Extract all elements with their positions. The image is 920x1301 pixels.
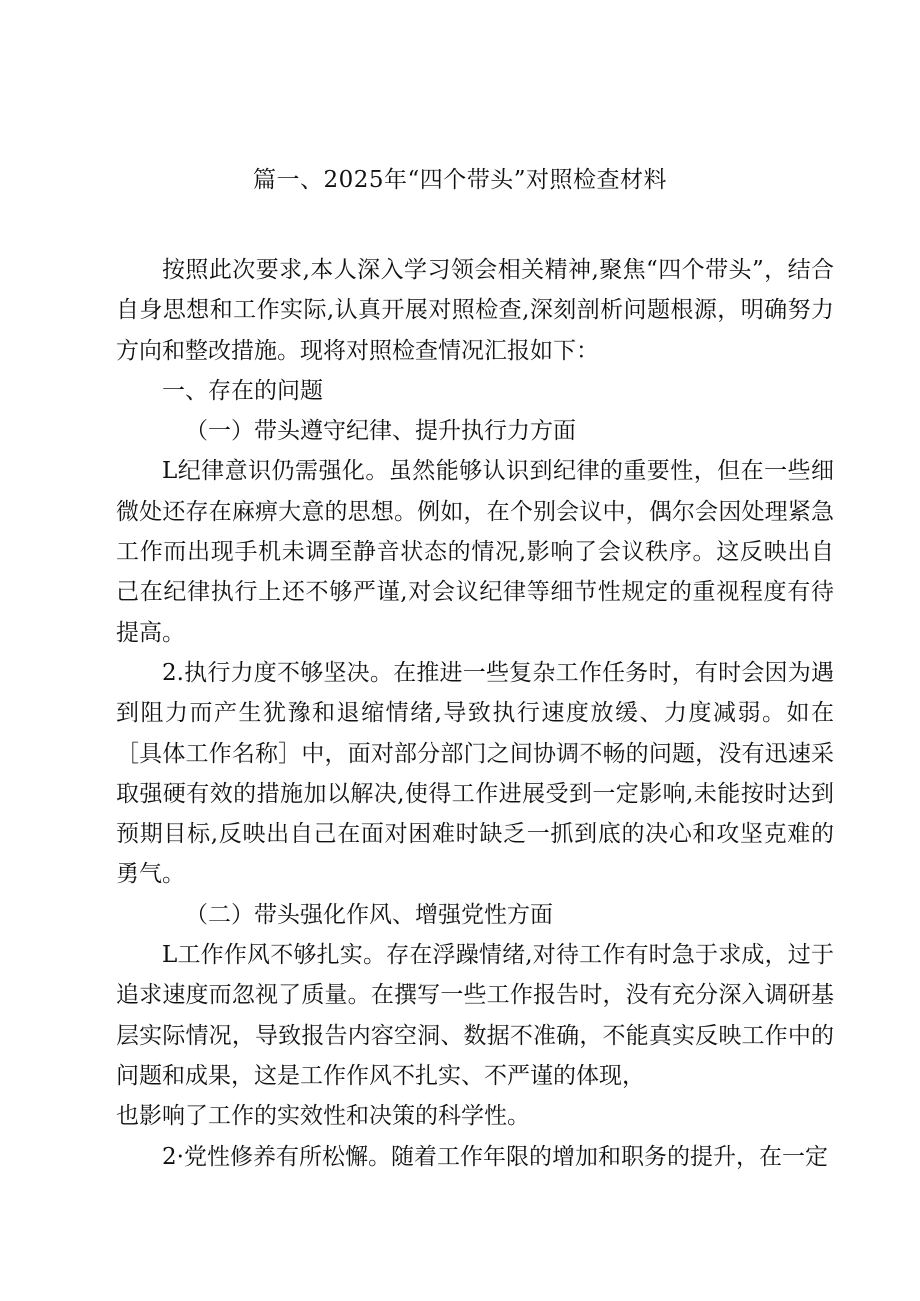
discipline-item-2: 2.执行力度不够坚决。在推进一些复杂工作任务时，有时会因为遇到阻力而产生犹豫和退缩情绪,导致执行速度放缓、力度减弱。如在［具体工作名称］中，面对部分部门之间协调不畅的问题，没有迅速采取强硬有效的措施加以解决,使得工作进展受到一定影响,未能按时达到预期目标,反映出自己在面对困难时缺乏一抓到底的决心和攻坚克难的勇气。 [116,659,834,888]
work-style-item-1-continued: 也影响了工作的实效性和决策的科学性。 [116,1103,530,1130]
intro-paragraph: 按照此次要求,本人深入学习领会相关精神,聚焦“四个带头”，结合自身思想和工作实际,认真开展对照检查,深刻剖析问题根源，明确努力方向和整改措施。现将对照检查情况汇报如下： [116,257,834,364]
work-style-item-2: 2·党性修养有所松懈。随着工作年限的增加和职务的提升，在一定 [162,1143,828,1170]
work-style-item-1: L工作作风不够扎实。存在浮躁情绪,对待工作有时急于求成，过于追求速度而忽视了质量。在撰写一些工作报告时，没有充分深入调研基层实际情况，导致报告内容空洞、数据不准确，不能真实反映工作中的问题和成果，这是工作作风不扎实、不严谨的体现， [116,942,834,1089]
subsection-heading-discipline: （一）带头遵守纪律、提升执行力方面 [185,418,576,445]
section-heading-problems: 一、存在的问题 [162,377,323,404]
document-body [116,250,834,1177]
document-title: 篇一、2025年“四个带头”对照检查材料 [252,167,668,193]
subsection-heading-work-style: （二）带头强化作风、增强党性方面 [185,901,553,928]
discipline-item-1: L纪律意识仍需强化。虽然能够认识到纪律的重要性，但在一些细微处还存在麻痹大意的思想。例如，在个别会议中，偶尔会因处理紧急工作而出现手机未调至静音状态的情况,影响了会议秩序。这反映出自己在纪律执行上还不够严谨,对会议纪律等细节性规定的重视程度有待提高。 [116,458,834,646]
